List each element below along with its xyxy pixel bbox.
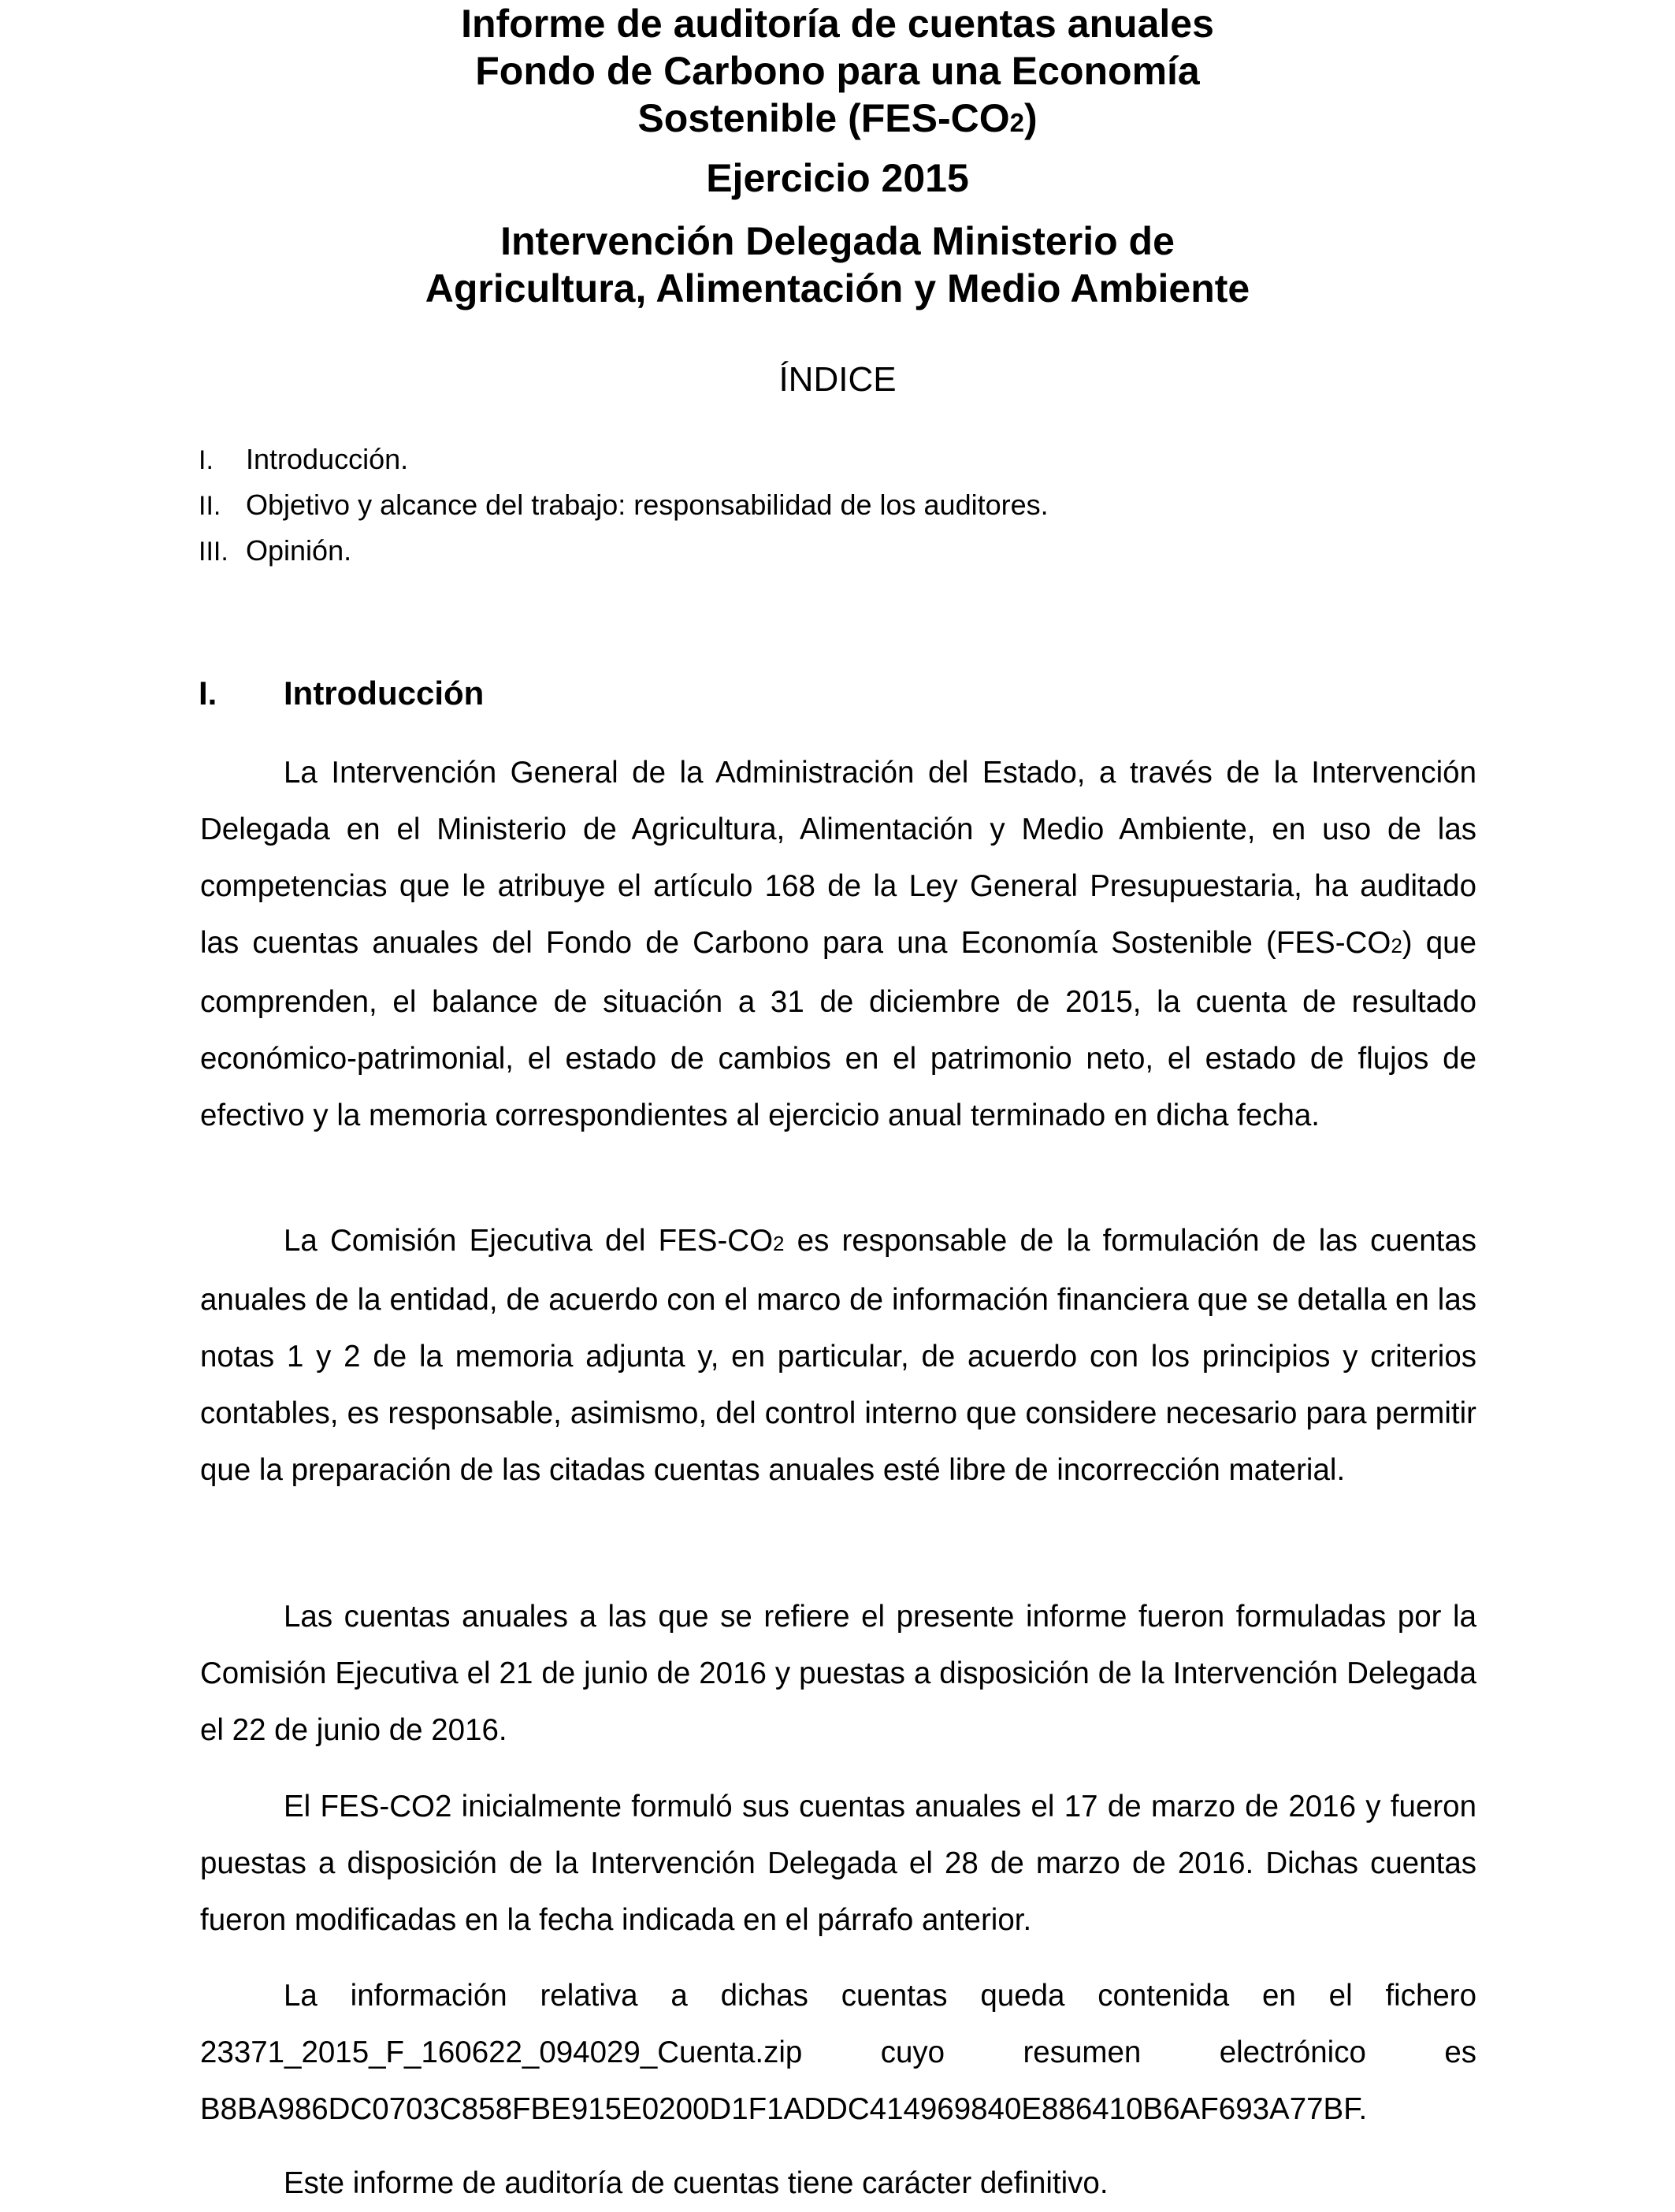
report-title-line-3 — [0, 95, 1675, 147]
paragraph-1-text-a: La Intervención General de la Administración del Estado, a través de la Intervención Delegada en el Ministerio de Agricultura, Alimentación y Medio Ambiente, en uso de las competencias que le atribuye el artículo 168 de la Ley General Presupuestaria, ha auditado las cuentas anuales del Fondo de Carbono para una Economía Sostenible (FES-CO — [200, 756, 1476, 960]
section-title: Introducción — [284, 675, 485, 712]
exercise-year: Ejercicio 2015 — [706, 156, 969, 200]
index-item — [199, 487, 1538, 524]
index-item-label: Objetivo y alcance del trabajo: responsabilidad de los auditores. — [246, 489, 1049, 521]
paragraph-definitive — [200, 2155, 1476, 2212]
title-line-3-prefix: Sostenible (FES-CO — [637, 96, 1010, 140]
section-heading — [199, 671, 484, 716]
file-hash-value: B8BA986DC0703C858FBE915E0200D1F1ADDC414969840E886410B6AF693A77BF. — [200, 2092, 1368, 2126]
report-title-line-1: Informe de auditoría de cuentas anuales — [461, 2, 1214, 46]
paragraph-formulation-dates: Las cuentas anuales a las que se refiere el presente informe fueron formuladas por la Comisión Ejecutiva el 21 de junio de 2016 y puestas a disposición de la Intervención Delegada el 22 de junio de 2016. — [200, 1600, 1476, 1747]
title-line-3-suffix: ) — [1023, 96, 1038, 140]
paragraph-1-subscript: 2 — [1391, 934, 1402, 957]
paragraph-2-text-a: La Comisión Ejecutiva del FES-CO — [284, 1224, 774, 1258]
index-item-number: II. — [199, 491, 221, 521]
section-number: I. — [199, 675, 217, 712]
index-item — [199, 441, 1538, 478]
office-line-1: Intervención Delegada Ministerio de — [500, 219, 1175, 263]
paragraph-responsibility — [200, 1213, 1476, 1499]
index-item-label: Opinión. — [246, 534, 352, 567]
office-line-2: Agricultura, Alimentación y Medio Ambiente — [425, 266, 1250, 310]
index-item-number: I. — [199, 445, 214, 475]
index-item-label: Introducción. — [246, 443, 409, 475]
index-item — [199, 533, 1538, 570]
paragraph-initial-formulation: El FES-CO2 inicialmente formuló sus cuentas anuales el 17 de marzo de 2016 y fueron puestas a disposición de la Intervención Delegada el 28 de marzo de 2016. Dichas cuentas fueron modificadas en la fecha indicada en el párrafo anterior. — [200, 1790, 1476, 1937]
file-hash — [200, 2081, 1476, 2138]
paragraph-2-subscript: 2 — [773, 1232, 785, 1255]
index-heading: ÍNDICE — [778, 360, 897, 399]
title-line-3-subscript: 2 — [1009, 108, 1024, 137]
paragraph-audit-scope — [200, 745, 1476, 1144]
index-item-number: III. — [199, 537, 228, 567]
paragraph-2-text-b: es responsable de la formulación de las cuentas anuales de la entidad, de acuerdo con el marco de información financiera que se detalla en las notas 1 y 2 de la memoria adjunta y, en particular, de acuerdo con los principios y criterios contables, es responsable, asimismo, del control interno que considere necesario para permitir que la preparación de las citadas cuentas anuales esté libre de incorrección material. — [200, 1224, 1476, 1487]
paragraph-file-info: La información relativa a dichas cuentas queda contenida en el fichero 23371_2015_F_160622_094029_Cuenta.zip cuyo resumen electrónico es — [200, 1979, 1476, 2069]
paragraph-1-text-b: ) que comprenden, el balance de situación a 31 de diciembre de 2015, la cuenta de resultado económico-patrimonial, el estado de cambios en el patrimonio neto, el estado de flujos de efectivo y la memoria correspondientes al ejercicio anual terminado en dicha fecha. — [200, 926, 1476, 1132]
report-title-line-2: Fondo de Carbono para una Economía — [475, 49, 1200, 93]
paragraph-6-text: Este informe de auditoría de cuentas tiene carácter definitivo. — [284, 2166, 1109, 2200]
